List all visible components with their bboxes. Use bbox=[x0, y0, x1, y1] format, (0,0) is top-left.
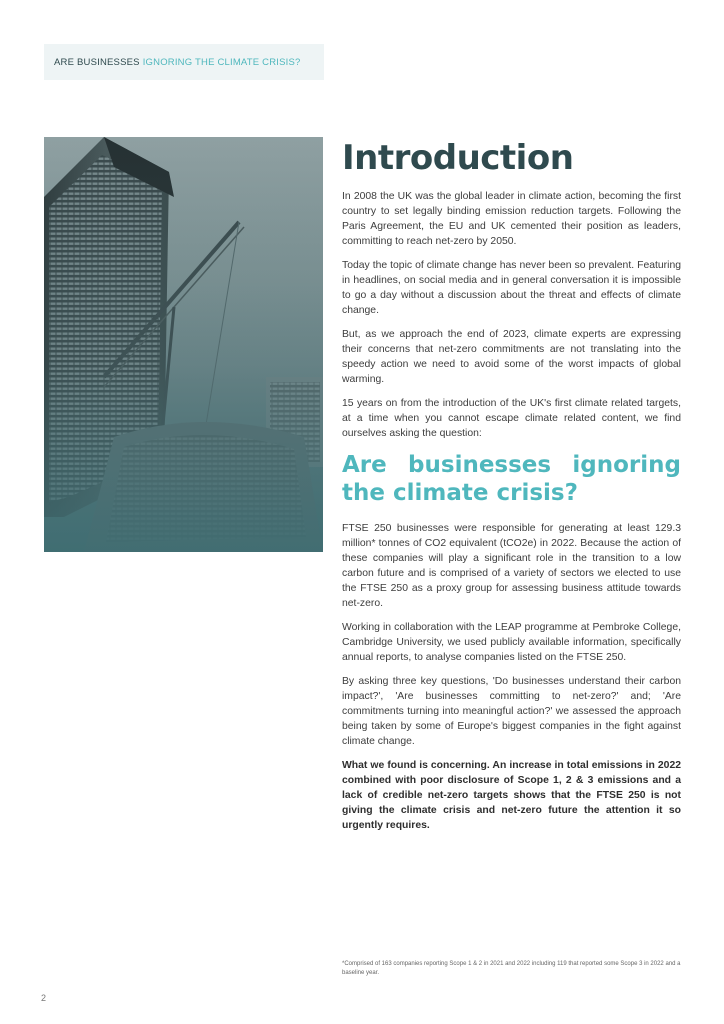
skyscraper-crane-photo bbox=[44, 137, 323, 552]
intro-paragraph: In 2008 the UK was the global leader in climate action, becoming the first country to set legally binding emission reduction targets. Following the Paris Agreement, the EU and UK cemented their position as leaders, committing to reach net-zero by 2050. bbox=[342, 191, 681, 248]
conclusion-paragraph: What we found is concerning. An increase in total emissions in 2022 combined with poor disclosure of Scope 1, 2 & 3 emissions and a lack of credible net-zero targets shows that the FTSE 250 is not giving the climate crisis and net-zero future the attention it so urgently requires. bbox=[342, 760, 681, 832]
body-paragraph: By asking three key questions, 'Do businesses understand their carbon impact?', 'Are businesses committing to net-zero?' and; 'Are commitments turning into meaningful action?' we assessed the approach being taken by some of Europe's biggest companies in the fight against climate change. bbox=[342, 676, 681, 748]
page-number: 2 bbox=[41, 993, 47, 1003]
intro-paragraph: Today the topic of climate change has never been so prevalent. Featuring in headlines, on social media and in general conversation it is impossible to go a day without a discussion about the threat and effects of climate change. bbox=[342, 260, 681, 317]
section-subtitle: Are businesses ignoring the climate crisis? bbox=[342, 452, 681, 507]
intro-paragraph: But, as we approach the end of 2023, climate experts are expressing their concerns that net-zero commitments are not translating into the speedy action we need to avoid some of the worst impacts of global warming. bbox=[342, 329, 681, 386]
section-header-highlight: IGNORING THE CLIMATE CRISIS? bbox=[142, 56, 301, 68]
page-title: Introduction bbox=[342, 138, 574, 178]
body-paragraph: FTSE 250 businesses were responsible for generating at least 129.3 million* tonnes of CO2 equivalent (tCO2e) in 2022. Because the action of these companies will play a significant role in the transition to a low carbon future and is comprised of a variety of sectors we elected to use the FTSE 250 as a proxy group for assessing business attitude towards net-zero. bbox=[342, 523, 681, 610]
section-header-prefix: ARE BUSINESSES bbox=[54, 56, 140, 68]
section-header bbox=[44, 44, 324, 80]
footnote: *Comprised of 163 companies reporting Scope 1 & 2 in 2021 and 2022 including 119 that reported some Scope 3 in 2022 and a baseline year. bbox=[342, 961, 681, 976]
intro-paragraph: 15 years on from the introduction of the UK's first climate related targets, at a time when you cannot escape climate related content, we find ourselves asking the question: bbox=[342, 398, 681, 440]
main-content bbox=[342, 140, 681, 842]
body-paragraph: Working in collaboration with the LEAP programme at Pembroke College, Cambridge University, we used publicly available information, specifically annual reports, to analyse companies listed on the FTSE 250. bbox=[342, 622, 681, 664]
